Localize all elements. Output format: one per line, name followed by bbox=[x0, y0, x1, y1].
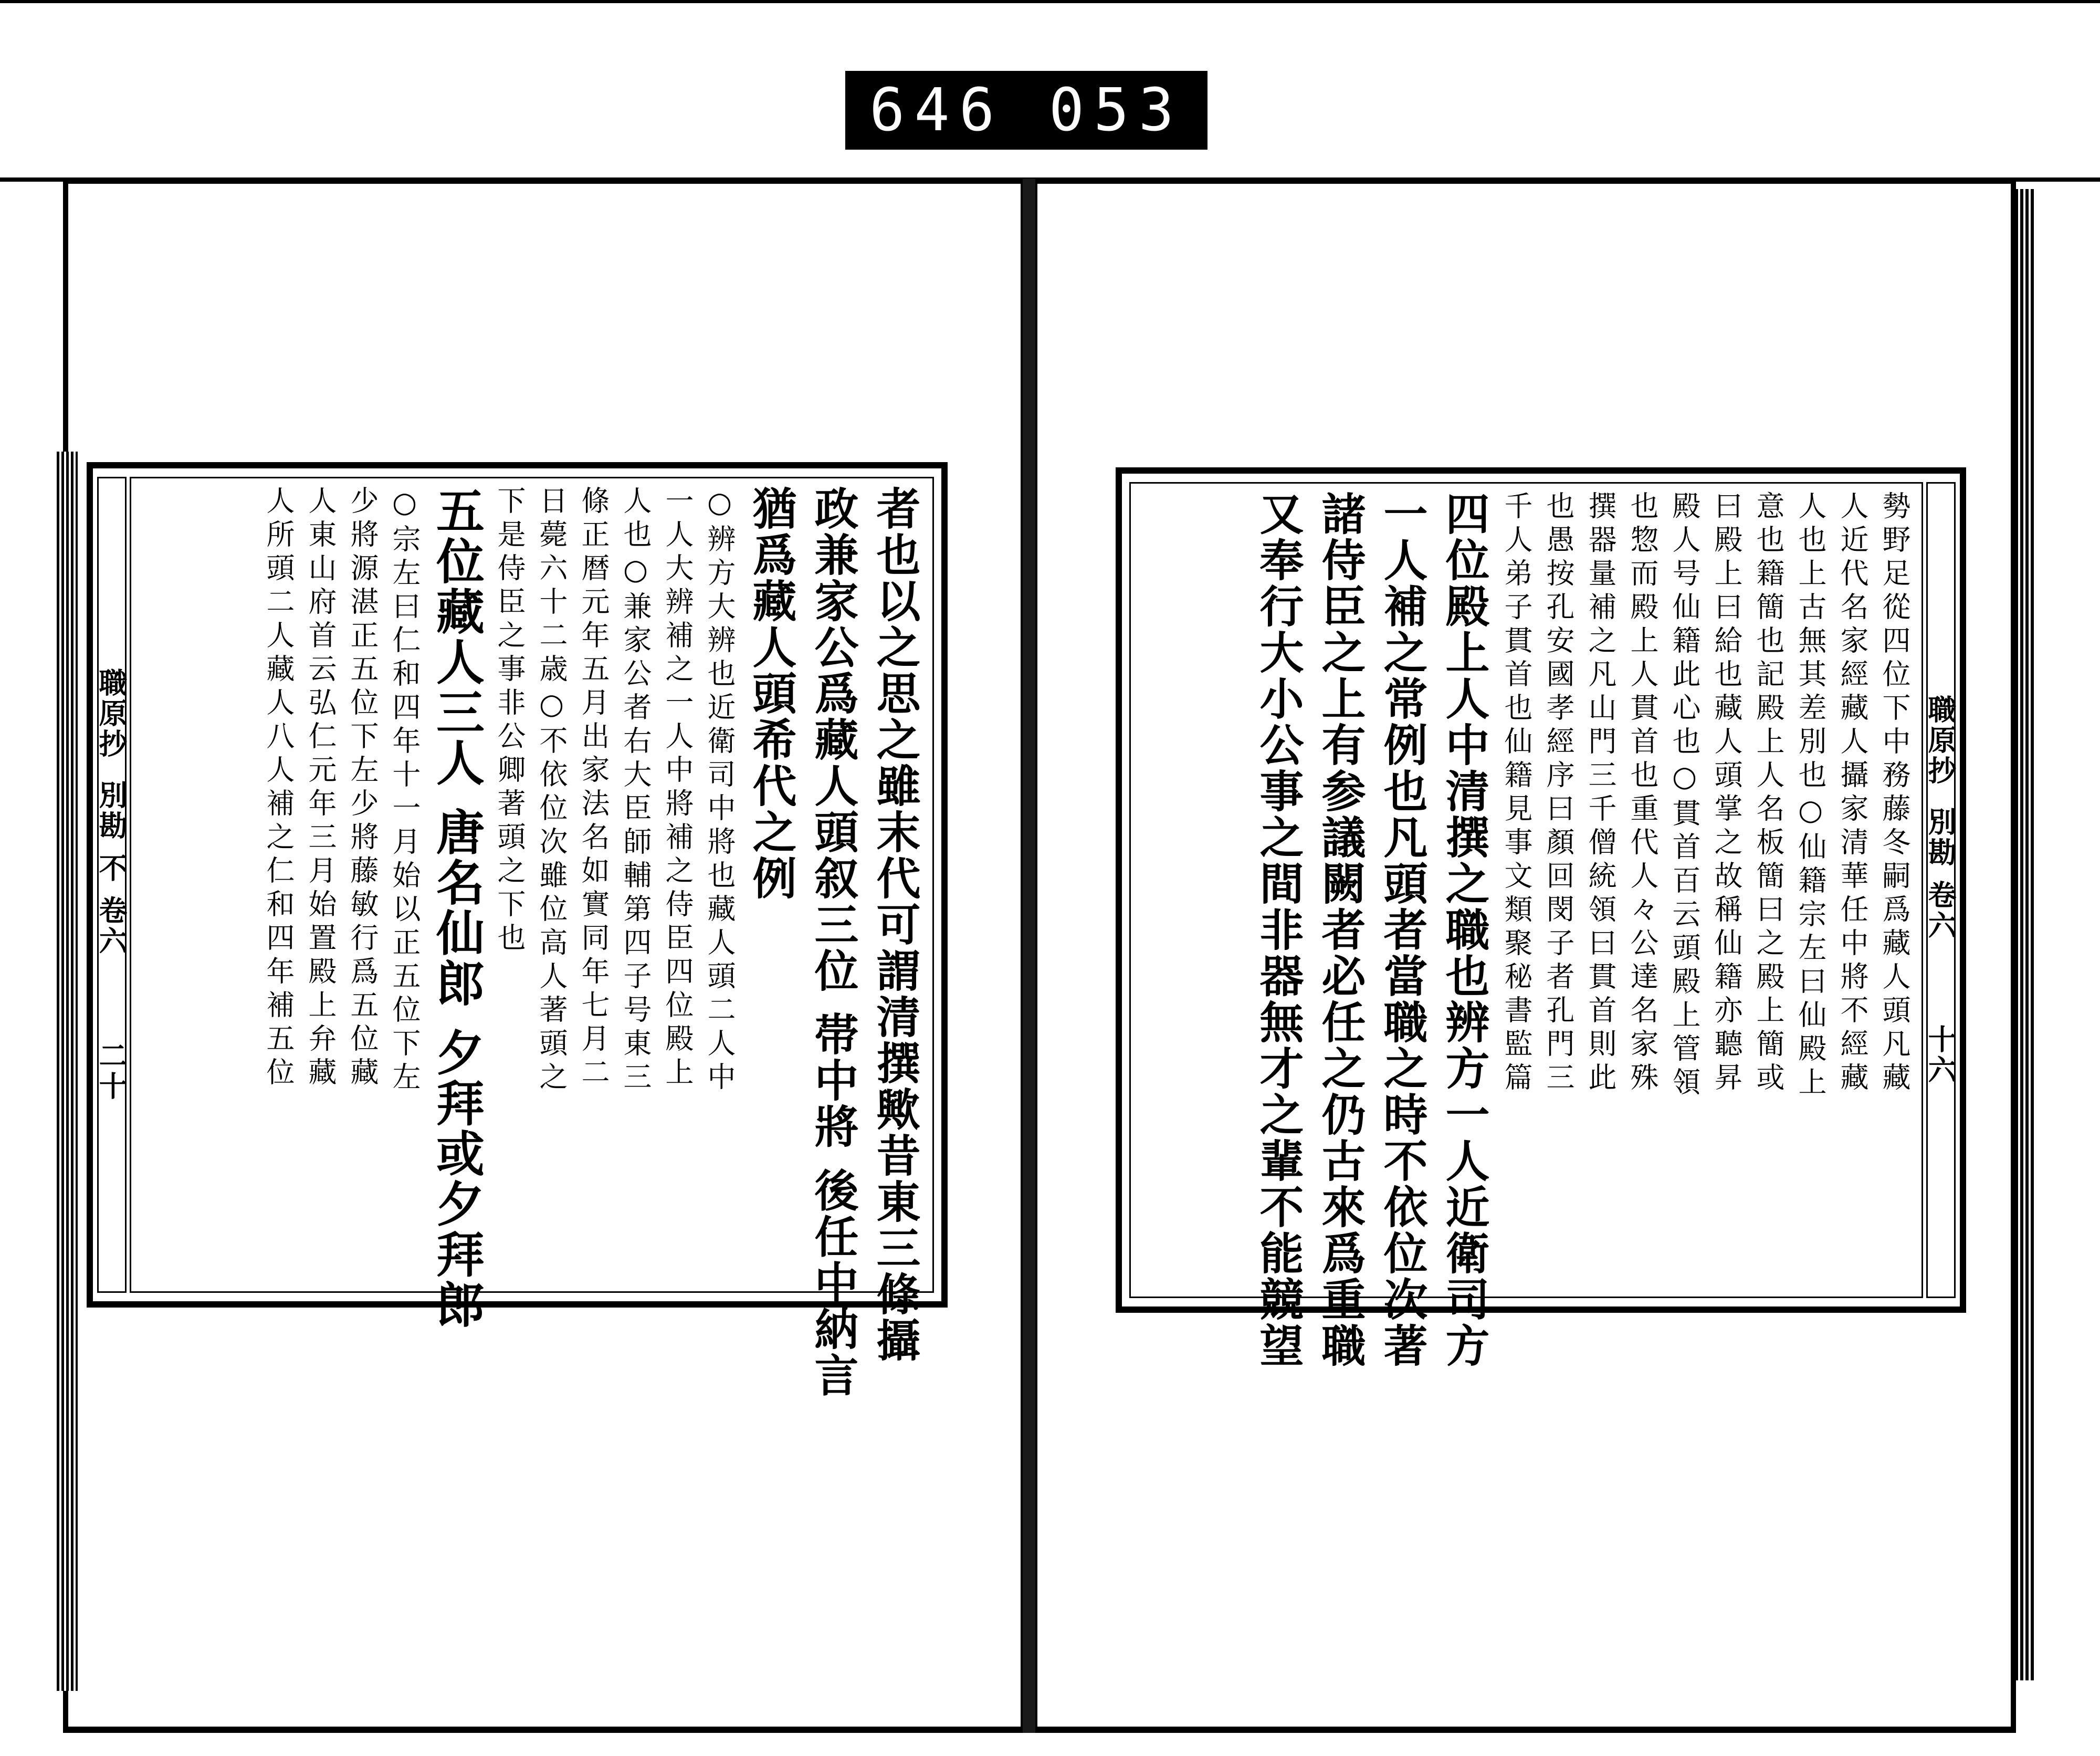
left-text-columns bbox=[138, 486, 926, 1399]
text-column: 又奉行大小公事之間非器無才之輩不能競望 bbox=[1253, 491, 1305, 1369]
text-column: 意也籍簡也記殿上人名板簡曰之殿上簡或 bbox=[1752, 491, 1785, 1096]
left-margin-subtitle: 別勘 不 卷六 bbox=[94, 780, 128, 957]
text-column: ○宗左曰仁和四年十一月始以正五位下左 bbox=[388, 486, 421, 1095]
text-column: 也愚按孔安國孝經序曰顏回閔子者孔門三 bbox=[1542, 491, 1575, 1096]
text-column: 人所頭二人藏人八人補之仁和四年補五位 bbox=[262, 486, 295, 1091]
text-column: 四位殿上人中清撰之職也辨方一人近衛司方 bbox=[1438, 491, 1490, 1369]
text-column: 條正暦元年五月出家法名如實同年七月二 bbox=[577, 486, 610, 1091]
frame-label: 646 053 bbox=[845, 71, 1208, 150]
left-margin-strip bbox=[94, 477, 128, 1293]
page-edges-left bbox=[57, 452, 78, 1691]
text-column: 者也以之思之雖末代可謂清撰歟昔東三條攝 bbox=[869, 486, 921, 1364]
text-column: 也惣而殿上人貫首也重代人々公達名家殊 bbox=[1626, 491, 1659, 1096]
text-column: 人東山府首云弘仁元年三月始置殿上弁藏 bbox=[304, 486, 337, 1091]
page-edges bbox=[2015, 189, 2036, 1680]
text-column: 人也○兼家公者右大臣師輔第四子号東三 bbox=[619, 486, 652, 1095]
right-margin-title: 職原抄 bbox=[1924, 694, 1957, 786]
text-column: 一人補之常例也凡頭者當職之時不依位次著 bbox=[1377, 491, 1429, 1369]
text-column: 殿人号仙籍此心也○貫首百云頭殿上管領 bbox=[1668, 491, 1701, 1101]
text-column: 少將源湛正五位下左少將藤敏行爲五位藏 bbox=[346, 486, 379, 1091]
text-column: 曰殿上曰給也藏人頭掌之故稱仙籍亦聽昇 bbox=[1710, 491, 1743, 1096]
left-margin-folio: 二十 bbox=[94, 1040, 128, 1102]
text-column: 千人弟子貫首也仙籍見事文類聚秘書監篇 bbox=[1500, 491, 1533, 1096]
right-inner-frame bbox=[1129, 482, 1923, 1369]
text-column: 撰器量補之凡山門三千僧統領曰貫首則此 bbox=[1584, 491, 1617, 1096]
left-text-block bbox=[87, 462, 948, 1399]
text-column: 人近代名家經藏人攝家清華任中將不經藏 bbox=[1836, 491, 1869, 1096]
left-margin-title: 職原抄 bbox=[94, 668, 128, 760]
right-margin-folio: 十六 bbox=[1924, 1025, 1957, 1086]
text-column: 人也上古無其差別也○仙籍宗左曰仙殿上 bbox=[1794, 491, 1827, 1101]
text-column: 一人大辨補之一人中將補之侍臣四位殿上 bbox=[661, 486, 694, 1091]
right-text-block bbox=[1116, 467, 1966, 1369]
book-gutter bbox=[1023, 179, 1035, 1733]
text-column: 猶爲藏人頭希代之例 bbox=[746, 486, 797, 902]
right-margin-strip bbox=[1926, 482, 1956, 1298]
text-column: 下是侍臣之事非公卿著頭之下也 bbox=[493, 486, 526, 956]
top-rule-line bbox=[0, 0, 2100, 3]
text-column: ○辨方大辨也近衛司中將也藏人頭二人中 bbox=[703, 486, 736, 1095]
right-text-columns bbox=[1137, 491, 1915, 1369]
text-column: 政兼家公爲藏人頭叙三位 帯中將 後任中納言 bbox=[807, 486, 859, 1399]
text-column: 日薨六十二歳○不依位次雖位高人著頭之 bbox=[535, 486, 568, 1095]
text-column: 諸侍臣之上有参議闕者必任之仍古來爲重職 bbox=[1315, 491, 1367, 1369]
text-column: 五位藏人三人 唐名仙郎 夕拜或夕拜郎 bbox=[428, 486, 485, 1331]
left-inner-frame bbox=[130, 477, 934, 1399]
right-margin-subtitle: 別勘 卷六 bbox=[1924, 807, 1957, 941]
text-column: 勢野足從四位下中務藤冬嗣爲藏人頭凡藏 bbox=[1878, 491, 1911, 1096]
